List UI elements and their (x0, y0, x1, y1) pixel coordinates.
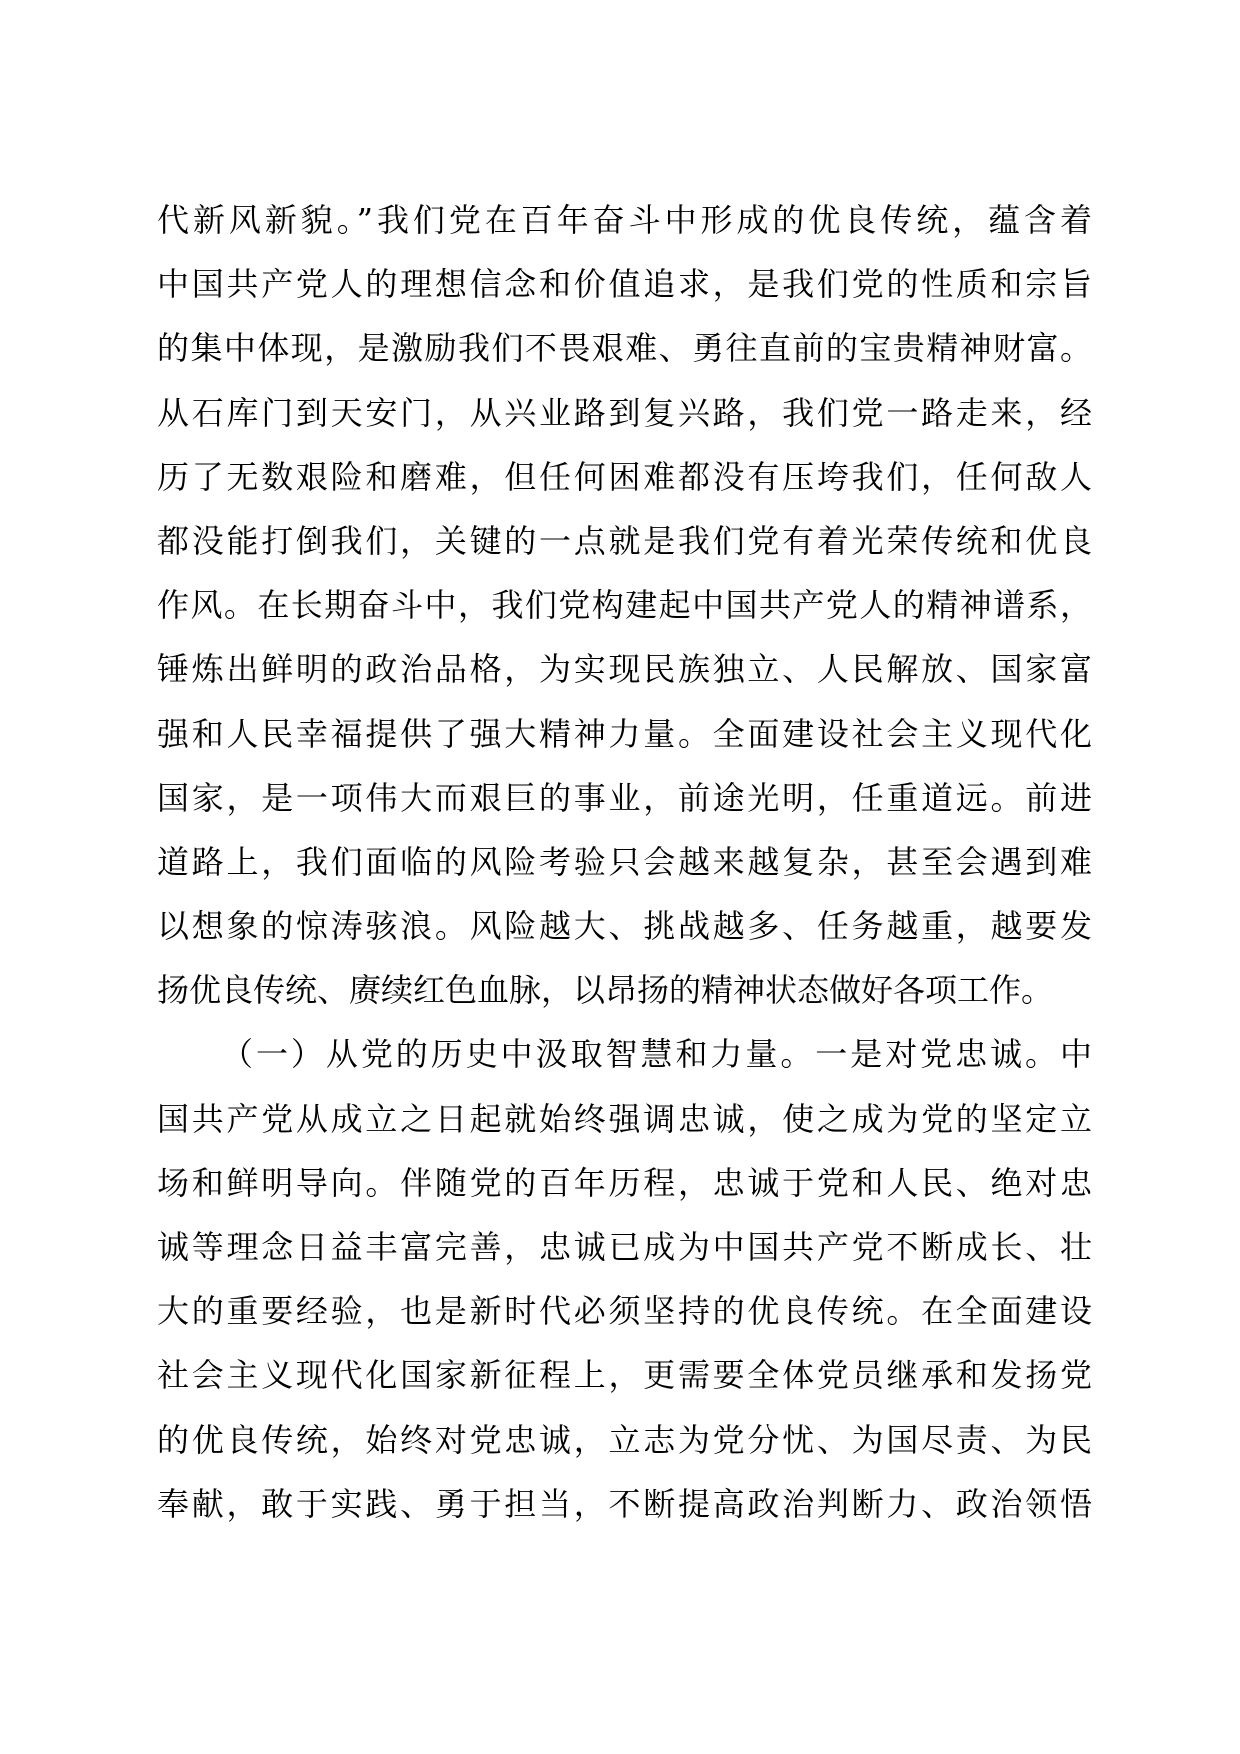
text-line: 国共产党从成立之日起就始终强调忠诚，使之成为党的坚定立 (157, 1099, 1092, 1138)
text-line: 代新风新貌。”我们党在百年奋斗中形成的优良传统，蕴含着 (157, 201, 1092, 239)
text-line: 的集中体现，是激励我们不畏艰难、勇往直前的宝贵精神财富。 (157, 329, 1092, 368)
text-line: 锤炼出鲜明的政治品格，为实现民族独立、人民解放、国家富 (157, 650, 1092, 689)
paragraph-end-line: 扬优良传统、赓续红色血脉，以昂扬的精神状态做好各项工作。 (157, 971, 1054, 1010)
text-line: 的优良传统，始终对党忠诚，立志为党分忧、为国尽责、为民 (157, 1420, 1092, 1459)
text-line: 强和人民幸福提供了强大精神力量。全面建设社会主义现代化 (157, 714, 1092, 753)
text-line: 国家，是一项伟大而艰巨的事业，前途光明，任重道远。前进 (157, 778, 1092, 817)
text-line: 社会主义现代化国家新征程上，更需要全体党员继承和发扬党 (157, 1356, 1092, 1395)
text-line: 从石库门到天安门，从兴业路到复兴路，我们党一路走来，经 (157, 393, 1092, 432)
body-text (157, 188, 1092, 1536)
text-line: 以想象的惊涛骇浪。风险越大、挑战越多、任务越重，越要发 (157, 907, 1092, 946)
text-line: 场和鲜明导向。伴随党的百年历程，忠诚于党和人民、绝对忠 (157, 1163, 1092, 1202)
text-line: 历了无数艰险和磨难，但任何困难都没有压垮我们，任何敌人 (157, 457, 1092, 496)
text-line: 道路上，我们面临的风险考验只会越来越复杂，甚至会遇到难 (157, 842, 1092, 881)
text-line: 奉献，敢于实践、勇于担当，不断提高政治判断力、政治领悟 (157, 1484, 1092, 1523)
text-line: 大的重要经验，也是新时代必须坚持的优良传统。在全面建设 (157, 1292, 1092, 1331)
text-line: 作风。在长期奋斗中，我们党构建起中国共产党人的精神谱系， (157, 586, 1092, 625)
text-line: 都没能打倒我们，关键的一点就是我们党有着光荣传统和优良 (157, 521, 1092, 560)
text-line: 中国共产党人的理想信念和价值追求，是我们党的性质和宗旨 (157, 265, 1092, 304)
section-heading-line: （一）从党的历史中汲取智慧和力量。一是对党忠诚。中 (221, 1035, 1092, 1074)
text-line: 诚等理念日益丰富完善，忠诚已成为中国共产党不断成长、壮 (157, 1228, 1092, 1266)
